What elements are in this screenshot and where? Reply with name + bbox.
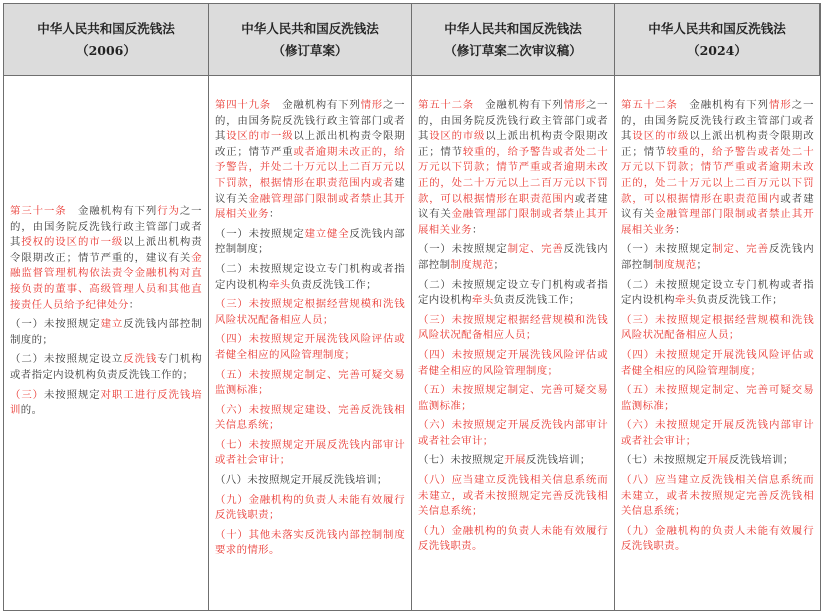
item-segment: 反洗钱内部控制制度； (215, 227, 406, 256)
article-intro (10, 204, 202, 313)
item-segment: （三）未按照规定根据经营规模和洗钱风险状况配备相应人员； (215, 298, 405, 326)
item-segment: （十）其他未落实反洗钱内部控制制度要求的情形。 (215, 528, 405, 557)
intro-segment: ： (128, 298, 140, 311)
article-item (418, 524, 608, 555)
item-segment: 负责反洗钱工作； (696, 294, 783, 307)
item-segment: 制度规范 (653, 258, 697, 271)
intro-segment: 金融监督管理机构依法责令金融机构对直接负责的董事、高级管理人员和其他直接责任人员给予纪律处分 (10, 251, 202, 311)
article-item (215, 297, 405, 328)
intro-segment: 之一的，由国务院反洗钱行政主管部门或者其 (621, 99, 814, 143)
header-cell-2006 (4, 4, 209, 76)
article-item (418, 313, 608, 344)
header-cell-draft (209, 4, 412, 76)
intro-segment: 授权的设区的市一级 (21, 236, 124, 249)
article-item (621, 383, 814, 414)
column-title: 中华人民共和国反洗钱法 (37, 20, 175, 36)
intro-segment: ： (471, 223, 483, 236)
article-item (215, 493, 405, 524)
item-segment: 牵头 (268, 278, 291, 291)
item-segment: 未按照规定 (43, 388, 101, 401)
body-cell-draft (209, 76, 412, 610)
item-segment: （六）未按照规定建设、完善反洗钱相关信息系统； (215, 403, 405, 432)
column-subtitle: （2024） (687, 42, 747, 58)
item-segment: 制定、完善 (507, 243, 564, 256)
article-item (215, 332, 405, 363)
item-segment: 牵头 (674, 294, 697, 307)
column-subtitle: （修订草案二次审议稿） (444, 42, 582, 58)
item-segment: （二）未按照规定设立专门机构或者指定内设机构 (418, 278, 608, 307)
article-item (10, 388, 202, 419)
item-segment: 建立健全 (304, 227, 350, 240)
item-segment: （四）未按照规定开展洗钱风险评估或者健全相应的风险管理制度； (418, 348, 608, 377)
item-segment: ； (696, 258, 708, 271)
article-number: 第四十九条 (215, 99, 283, 111)
article-item (621, 473, 814, 520)
column-title: 中华人民共和国反洗钱法 (444, 20, 582, 36)
article-item (621, 524, 814, 555)
item-segment: （五）未按照规定制定、完善可疑交易监测标准； (621, 384, 814, 412)
intro-segment: 以上派出机构责令限期改正；情节 (418, 130, 608, 158)
intro-segment: 或者逾期未改正的，给予警告，并处二十万元以上二百万元以下罚款，根据情形在职责范围内或者 (215, 145, 405, 189)
article-item (215, 528, 405, 559)
item-segment: （八）应当建立反洗钱相关信息系统而未建立，或者未按照规定完善反洗钱相关信息系统； (418, 474, 608, 518)
comparison-table (3, 3, 821, 611)
item-segment: 制定、完善 (712, 243, 770, 256)
item-segment: 建立 (100, 318, 124, 331)
item-segment: ； (493, 258, 505, 271)
intro-segment: 设区的市级 (429, 130, 486, 143)
intro-segment: 较重的，给予警告或者处二十万元以下罚款；情节严重或者逾期未改正的，处二十万元以上二百万元以下罚款，可以根据情形在职责范围内 (621, 145, 814, 205)
item-segment: （九）金融机构的负责人未能有效履行反洗钱职责； (215, 493, 405, 522)
article-item (621, 242, 814, 273)
intro-segment: 之一的，由国务院反洗钱行政主管部门或者其 (418, 99, 608, 143)
body-cell-2024 (615, 76, 820, 610)
intro-segment: 以上派出机构责令限期改正；情节严重的，建议有关 (10, 236, 202, 264)
article-item (215, 473, 405, 489)
article-item (418, 383, 608, 414)
intro-segment: ： (674, 223, 686, 236)
article-item (10, 317, 202, 348)
item-segment: （一）未按照规定 (418, 243, 508, 256)
intro-segment: 金融机构有下列 (485, 99, 564, 111)
article-item (215, 262, 405, 293)
item-segment: （四）未按照规定开展洗钱风险评估或者健全相应的风险管理制度； (215, 333, 405, 361)
item-segment: 对职工进行反洗钱培训 (10, 388, 202, 417)
intro-segment: 金融机构有下列 (77, 205, 158, 217)
intro-segment: 金融管理部门限制或者禁止其开展相关业务 (215, 192, 405, 221)
intro-segment: 设区的市级 (632, 130, 690, 143)
item-segment: 负责反洗钱工作； (493, 294, 580, 307)
article-item (215, 368, 405, 399)
item-segment: （六）未按照规定开展反洗钱内部审计或者社会审计； (621, 419, 814, 447)
item-segment: 的。 (20, 404, 43, 417)
item-segment: （一）未按照规定 (621, 243, 713, 256)
header-cell-second-draft (412, 4, 615, 76)
item-segment: （五）未按照规定制定、完善可疑交易监测标准； (215, 368, 405, 397)
article-item (418, 278, 608, 309)
column-title: 中华人民共和国反洗钱法 (241, 20, 379, 36)
intro-segment: 或者建议有关 (418, 192, 608, 221)
article-intro (418, 98, 608, 238)
article-number: 第五十二条 (418, 99, 486, 111)
article-item (621, 278, 814, 309)
header-cell-2024 (615, 4, 820, 76)
item-segment: 开展 (504, 454, 526, 467)
column-title: 中华人民共和国反洗钱法 (648, 20, 786, 36)
article-item (418, 418, 608, 449)
article-item (215, 403, 405, 434)
article-item (621, 348, 814, 379)
item-segment: 反洗钱 (123, 353, 158, 366)
item-segment: （七）未按照规定 (621, 454, 708, 467)
intro-segment: 情形 (563, 99, 586, 111)
intro-segment: 之一的，由国务院反洗钱行政主管部门或者其 (10, 205, 202, 249)
item-segment: 反洗钱培训； (728, 454, 794, 467)
item-segment: 制度规范 (450, 258, 494, 271)
column-subtitle: （2006） (76, 42, 136, 58)
intro-segment: 设区的市一级 (226, 130, 294, 143)
item-segment: （七）未按照规定开展反洗钱内部审计或者社会审计； (215, 438, 405, 467)
item-segment: （三） (10, 388, 44, 401)
article-number: 第三十一条 (10, 205, 78, 217)
item-segment: （一）未按照规定 (10, 318, 101, 331)
intro-segment: 建议有关 (215, 176, 405, 205)
article-item (621, 418, 814, 449)
intro-segment: 金融管理部门限制或者禁止其开展相关业务 (418, 208, 608, 236)
intro-segment: 以上派出机构责令限期改正；情节严重 (215, 130, 405, 158)
item-segment: （四）未按照规定开展洗钱风险评估或者健全相应的风险管理制度； (621, 348, 814, 377)
intro-segment: 情形 (769, 99, 792, 111)
intro-segment: 金融机构有下列 (689, 99, 770, 111)
item-segment: 专门机构或者指定内设机构负责反洗钱工作的； (10, 353, 202, 381)
article-item (418, 453, 608, 469)
article-item (215, 438, 405, 469)
article-item (418, 242, 608, 273)
intro-segment: 或者建议有关 (621, 192, 814, 221)
item-segment: （六）未按照规定开展反洗钱内部审计或者社会审计； (418, 419, 608, 447)
column-subtitle: （修订草案） (272, 42, 348, 58)
article-item (418, 348, 608, 379)
intro-segment: ： (268, 208, 280, 221)
item-segment: 负责反洗钱工作； (290, 278, 377, 291)
intro-segment: 金融管理部门限制或者禁止其开展相关业务 (621, 208, 814, 236)
item-segment: 开展 (707, 454, 729, 467)
item-segment: （五）未按照规定制定、完善可疑交易监测标准； (418, 384, 608, 412)
article-item (10, 352, 202, 383)
intro-segment: 之一的，由国务院反洗钱行政主管部门或者其 (215, 99, 405, 143)
article-item (621, 313, 814, 344)
item-segment: （一）未按照规定 (215, 227, 305, 240)
item-segment: （三）未按照规定根据经营规模和洗钱风险状况配备相应人员； (418, 313, 608, 342)
item-segment: 反洗钱内部控制 (621, 243, 814, 271)
intro-segment: 情形 (360, 99, 383, 111)
item-segment: （三）未按照规定根据经营规模和洗钱风险状况配备相应人员； (621, 313, 814, 342)
article-item (418, 473, 608, 520)
body-cell-2006 (4, 76, 209, 610)
intro-segment: 金融机构有下列 (282, 99, 361, 111)
intro-segment: 以上派出机构责令限期改正；情节 (621, 130, 814, 158)
intro-segment: 较重的，给予警告或者处二十万元以下罚款；情节严重或者逾期未改正的，处二十万元以上二百万元以下罚款，可以根据情形在职责范围内 (418, 145, 608, 205)
article-intro (621, 98, 814, 238)
item-segment: （二）未按照规定设立 (10, 353, 124, 366)
item-segment: 反洗钱内部控制制度的； (10, 318, 202, 346)
article-item (621, 453, 814, 469)
item-segment: 反洗钱内部控制 (418, 243, 608, 271)
article-intro (215, 98, 405, 223)
item-segment: （七）未按照规定 (418, 454, 505, 467)
item-segment: （二）未按照规定设立专门机构或者指定内设机构 (215, 262, 405, 291)
intro-segment: 行为 (157, 205, 180, 217)
item-segment: 牵头 (471, 294, 494, 307)
body-cell-second-draft (412, 76, 615, 610)
item-segment: （八）应当建立反洗钱相关信息系统而未建立，或者未按照规定完善反洗钱相关信息系统； (621, 474, 814, 518)
item-segment: （八）未按照规定开展反洗钱培训； (215, 474, 388, 487)
item-segment: （九）金融机构的负责人未能有效履行反洗钱职责。 (621, 524, 814, 553)
article-number: 第五十二条 (621, 99, 690, 111)
item-segment: （九）金融机构的负责人未能有效履行反洗钱职责。 (418, 524, 608, 553)
item-segment: 反洗钱培训； (525, 454, 591, 467)
article-item (215, 227, 405, 258)
item-segment: （二）未按照规定设立专门机构或者指定内设机构 (621, 278, 814, 307)
